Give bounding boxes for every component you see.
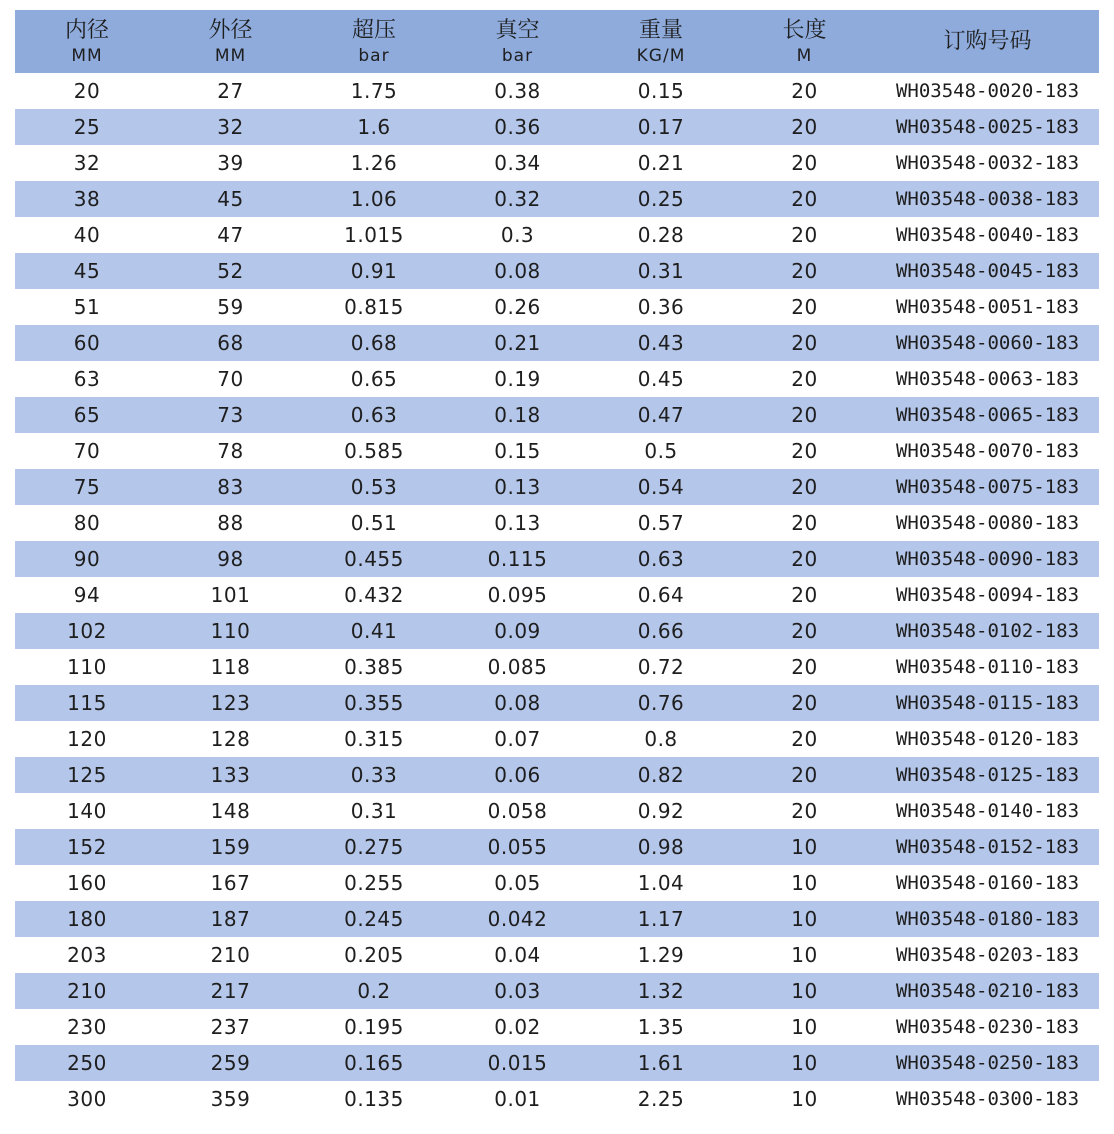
table-row [15,829,1099,865]
table-row [15,685,1099,721]
cell-length: 20 [733,469,876,505]
cell-weight: 0.31 [589,253,733,289]
cell-vacuum: 0.13 [446,469,589,505]
cell-inner-diameter: 160 [15,865,159,901]
cell-inner-diameter: 110 [15,649,159,685]
cell-vacuum: 0.055 [446,829,589,865]
cell-weight: 0.47 [589,397,733,433]
table-row [15,865,1099,901]
cell-outer-diameter: 39 [159,145,302,181]
table-row [15,613,1099,649]
header-vacuum [446,10,589,73]
header-weight-label: 重量 [638,17,683,43]
cell-outer-diameter: 133 [159,757,302,793]
cell-outer-diameter: 210 [159,937,302,973]
cell-outer-diameter: 259 [159,1045,302,1081]
cell-order-number: WH03548-0203-183 [876,937,1099,973]
cell-length: 10 [733,865,876,901]
cell-vacuum: 0.03 [446,973,589,1009]
header-inner-diameter-unit: MM [71,45,103,66]
cell-order-number: WH03548-0120-183 [876,721,1099,757]
header-length-unit: M [796,45,813,66]
cell-order-number: WH03548-0230-183 [876,1009,1099,1045]
cell-outer-diameter: 237 [159,1009,302,1045]
cell-outer-diameter: 45 [159,181,302,217]
cell-vacuum: 0.01 [446,1081,589,1117]
cell-order-number: WH03548-0080-183 [876,505,1099,541]
cell-overpressure: 0.315 [302,721,446,757]
cell-outer-diameter: 83 [159,469,302,505]
cell-weight: 0.36 [589,289,733,325]
cell-weight: 0.45 [589,361,733,397]
cell-vacuum: 0.19 [446,361,589,397]
cell-vacuum: 0.02 [446,1009,589,1045]
cell-length: 20 [733,145,876,181]
table-row [15,325,1099,361]
cell-outer-diameter: 70 [159,361,302,397]
cell-outer-diameter: 78 [159,433,302,469]
cell-inner-diameter: 102 [15,613,159,649]
cell-overpressure: 0.815 [302,289,446,325]
cell-weight: 0.25 [589,181,733,217]
header-weight [589,10,733,73]
cell-vacuum: 0.095 [446,577,589,613]
cell-length: 20 [733,109,876,145]
cell-length: 10 [733,829,876,865]
cell-vacuum: 0.08 [446,685,589,721]
cell-length: 20 [733,793,876,829]
cell-weight: 0.82 [589,757,733,793]
cell-weight: 1.61 [589,1045,733,1081]
cell-inner-diameter: 32 [15,145,159,181]
cell-overpressure: 1.015 [302,217,446,253]
cell-outer-diameter: 27 [159,73,302,109]
cell-inner-diameter: 300 [15,1081,159,1117]
cell-vacuum: 0.058 [446,793,589,829]
cell-outer-diameter: 73 [159,397,302,433]
cell-weight: 1.32 [589,973,733,1009]
table-row [15,289,1099,325]
cell-weight: 0.43 [589,325,733,361]
cell-vacuum: 0.3 [446,217,589,253]
cell-length: 10 [733,1081,876,1117]
cell-outer-diameter: 187 [159,901,302,937]
header-overpressure-unit: bar [358,45,390,66]
cell-outer-diameter: 47 [159,217,302,253]
cell-length: 20 [733,397,876,433]
cell-inner-diameter: 115 [15,685,159,721]
cell-inner-diameter: 120 [15,721,159,757]
cell-length: 20 [733,613,876,649]
cell-order-number: WH03548-0250-183 [876,1045,1099,1081]
cell-length: 20 [733,253,876,289]
cell-inner-diameter: 230 [15,1009,159,1045]
cell-inner-diameter: 40 [15,217,159,253]
header-length-label: 长度 [782,17,827,43]
table-row [15,577,1099,613]
cell-overpressure: 1.06 [302,181,446,217]
cell-overpressure: 0.205 [302,937,446,973]
cell-outer-diameter: 68 [159,325,302,361]
cell-inner-diameter: 38 [15,181,159,217]
cell-length: 10 [733,973,876,1009]
header-order-number-label: 订购号码 [943,28,1032,54]
cell-vacuum: 0.07 [446,721,589,757]
cell-overpressure: 0.33 [302,757,446,793]
cell-length: 20 [733,649,876,685]
cell-length: 20 [733,721,876,757]
cell-vacuum: 0.015 [446,1045,589,1081]
cell-weight: 2.25 [589,1081,733,1117]
cell-weight: 1.17 [589,901,733,937]
table-body [15,73,1099,1117]
header-overpressure [302,10,446,73]
cell-overpressure: 0.53 [302,469,446,505]
header-vacuum-label: 真空 [495,17,540,43]
cell-overpressure: 0.91 [302,253,446,289]
cell-outer-diameter: 88 [159,505,302,541]
cell-inner-diameter: 70 [15,433,159,469]
cell-weight: 0.17 [589,109,733,145]
cell-order-number: WH03548-0075-183 [876,469,1099,505]
cell-order-number: WH03548-0020-183 [876,73,1099,109]
cell-outer-diameter: 110 [159,613,302,649]
cell-overpressure: 1.75 [302,73,446,109]
table-row [15,649,1099,685]
cell-overpressure: 0.68 [302,325,446,361]
cell-vacuum: 0.09 [446,613,589,649]
cell-outer-diameter: 98 [159,541,302,577]
cell-weight: 0.72 [589,649,733,685]
cell-order-number: WH03548-0125-183 [876,757,1099,793]
table-row [15,217,1099,253]
cell-order-number: WH03548-0032-183 [876,145,1099,181]
cell-length: 20 [733,541,876,577]
cell-outer-diameter: 123 [159,685,302,721]
cell-outer-diameter: 148 [159,793,302,829]
cell-outer-diameter: 32 [159,109,302,145]
cell-inner-diameter: 210 [15,973,159,1009]
table-row [15,505,1099,541]
cell-length: 20 [733,757,876,793]
table-row [15,973,1099,1009]
cell-order-number: WH03548-0051-183 [876,289,1099,325]
cell-outer-diameter: 52 [159,253,302,289]
header-vacuum-unit: bar [501,45,534,66]
cell-order-number: WH03548-0140-183 [876,793,1099,829]
table-row [15,721,1099,757]
cell-vacuum: 0.042 [446,901,589,937]
cell-weight: 0.54 [589,469,733,505]
header-inner-diameter-label: 内径 [64,17,109,43]
cell-overpressure: 0.51 [302,505,446,541]
cell-overpressure: 0.355 [302,685,446,721]
cell-weight: 0.5 [589,433,733,469]
cell-order-number: WH03548-0040-183 [876,217,1099,253]
table-row [15,757,1099,793]
cell-inner-diameter: 94 [15,577,159,613]
cell-inner-diameter: 125 [15,757,159,793]
table-row [15,1045,1099,1081]
cell-overpressure: 0.432 [302,577,446,613]
cell-overpressure: 0.245 [302,901,446,937]
cell-length: 10 [733,1045,876,1081]
cell-vacuum: 0.05 [446,865,589,901]
cell-inner-diameter: 60 [15,325,159,361]
cell-overpressure: 0.41 [302,613,446,649]
cell-outer-diameter: 101 [159,577,302,613]
cell-overpressure: 0.195 [302,1009,446,1045]
cell-overpressure: 0.63 [302,397,446,433]
cell-order-number: WH03548-0160-183 [876,865,1099,901]
cell-overpressure: 0.65 [302,361,446,397]
cell-weight: 0.15 [589,73,733,109]
table-row [15,253,1099,289]
cell-overpressure: 0.385 [302,649,446,685]
table-row [15,1081,1099,1117]
header-overpressure-label: 超压 [351,17,396,43]
cell-overpressure: 0.165 [302,1045,446,1081]
table-row [15,433,1099,469]
cell-overpressure: 1.26 [302,145,446,181]
cell-order-number: WH03548-0065-183 [876,397,1099,433]
cell-length: 20 [733,505,876,541]
cell-length: 20 [733,325,876,361]
table-row [15,361,1099,397]
cell-order-number: WH03548-0110-183 [876,649,1099,685]
cell-inner-diameter: 140 [15,793,159,829]
cell-order-number: WH03548-0094-183 [876,577,1099,613]
cell-order-number: WH03548-0090-183 [876,541,1099,577]
cell-weight: 0.76 [589,685,733,721]
cell-order-number: WH03548-0045-183 [876,253,1099,289]
cell-vacuum: 0.13 [446,505,589,541]
cell-length: 10 [733,901,876,937]
cell-length: 20 [733,217,876,253]
cell-order-number: WH03548-0152-183 [876,829,1099,865]
cell-order-number: WH03548-0102-183 [876,613,1099,649]
cell-overpressure: 0.455 [302,541,446,577]
cell-outer-diameter: 128 [159,721,302,757]
cell-weight: 0.92 [589,793,733,829]
cell-inner-diameter: 90 [15,541,159,577]
cell-vacuum: 0.115 [446,541,589,577]
cell-weight: 1.35 [589,1009,733,1045]
table-row [15,541,1099,577]
cell-overpressure: 0.255 [302,865,446,901]
cell-weight: 0.63 [589,541,733,577]
table-row [15,1009,1099,1045]
header-order-number [876,10,1099,73]
table-row [15,145,1099,181]
spec-table [15,10,1099,1117]
cell-inner-diameter: 152 [15,829,159,865]
cell-weight: 0.57 [589,505,733,541]
header-outer-diameter-unit: MM [214,45,247,66]
cell-order-number: WH03548-0300-183 [876,1081,1099,1117]
table-row [15,397,1099,433]
cell-weight: 0.28 [589,217,733,253]
cell-length: 20 [733,433,876,469]
table-row [15,73,1099,109]
cell-vacuum: 0.26 [446,289,589,325]
cell-overpressure: 0.135 [302,1081,446,1117]
cell-order-number: WH03548-0180-183 [876,901,1099,937]
cell-inner-diameter: 51 [15,289,159,325]
cell-order-number: WH03548-0070-183 [876,433,1099,469]
cell-weight: 0.8 [589,721,733,757]
table-row [15,109,1099,145]
cell-length: 10 [733,937,876,973]
cell-vacuum: 0.32 [446,181,589,217]
cell-length: 20 [733,361,876,397]
cell-overpressure: 1.6 [302,109,446,145]
cell-weight: 0.66 [589,613,733,649]
cell-outer-diameter: 59 [159,289,302,325]
cell-inner-diameter: 65 [15,397,159,433]
cell-outer-diameter: 118 [159,649,302,685]
cell-length: 20 [733,181,876,217]
header-length [733,10,876,73]
cell-vacuum: 0.34 [446,145,589,181]
cell-length: 20 [733,289,876,325]
cell-inner-diameter: 20 [15,73,159,109]
table-row [15,937,1099,973]
cell-inner-diameter: 203 [15,937,159,973]
table-row [15,793,1099,829]
cell-vacuum: 0.085 [446,649,589,685]
cell-order-number: WH03548-0115-183 [876,685,1099,721]
header-row [15,10,1099,73]
cell-weight: 0.98 [589,829,733,865]
cell-outer-diameter: 167 [159,865,302,901]
cell-inner-diameter: 45 [15,253,159,289]
table-row [15,469,1099,505]
cell-outer-diameter: 159 [159,829,302,865]
cell-outer-diameter: 217 [159,973,302,1009]
cell-vacuum: 0.06 [446,757,589,793]
cell-order-number: WH03548-0038-183 [876,181,1099,217]
cell-order-number: WH03548-0210-183 [876,973,1099,1009]
cell-length: 20 [733,73,876,109]
cell-inner-diameter: 63 [15,361,159,397]
table-row [15,181,1099,217]
cell-outer-diameter: 359 [159,1081,302,1117]
header-outer-diameter-label: 外径 [208,17,253,43]
cell-order-number: WH03548-0025-183 [876,109,1099,145]
cell-vacuum: 0.08 [446,253,589,289]
cell-weight: 0.64 [589,577,733,613]
cell-overpressure: 0.585 [302,433,446,469]
table-row [15,901,1099,937]
cell-vacuum: 0.18 [446,397,589,433]
cell-weight: 0.21 [589,145,733,181]
cell-inner-diameter: 180 [15,901,159,937]
header-outer-diameter [159,10,302,73]
header-weight-unit: KG/M [636,45,686,66]
cell-overpressure: 0.31 [302,793,446,829]
cell-inner-diameter: 250 [15,1045,159,1081]
cell-inner-diameter: 80 [15,505,159,541]
cell-vacuum: 0.21 [446,325,589,361]
cell-vacuum: 0.36 [446,109,589,145]
cell-length: 20 [733,577,876,613]
cell-inner-diameter: 25 [15,109,159,145]
cell-length: 10 [733,1009,876,1045]
cell-vacuum: 0.15 [446,433,589,469]
cell-weight: 1.29 [589,937,733,973]
cell-order-number: WH03548-0060-183 [876,325,1099,361]
cell-weight: 1.04 [589,865,733,901]
cell-overpressure: 0.2 [302,973,446,1009]
cell-vacuum: 0.38 [446,73,589,109]
cell-overpressure: 0.275 [302,829,446,865]
cell-vacuum: 0.04 [446,937,589,973]
cell-order-number: WH03548-0063-183 [876,361,1099,397]
header-inner-diameter [15,10,159,73]
cell-length: 20 [733,685,876,721]
cell-inner-diameter: 75 [15,469,159,505]
